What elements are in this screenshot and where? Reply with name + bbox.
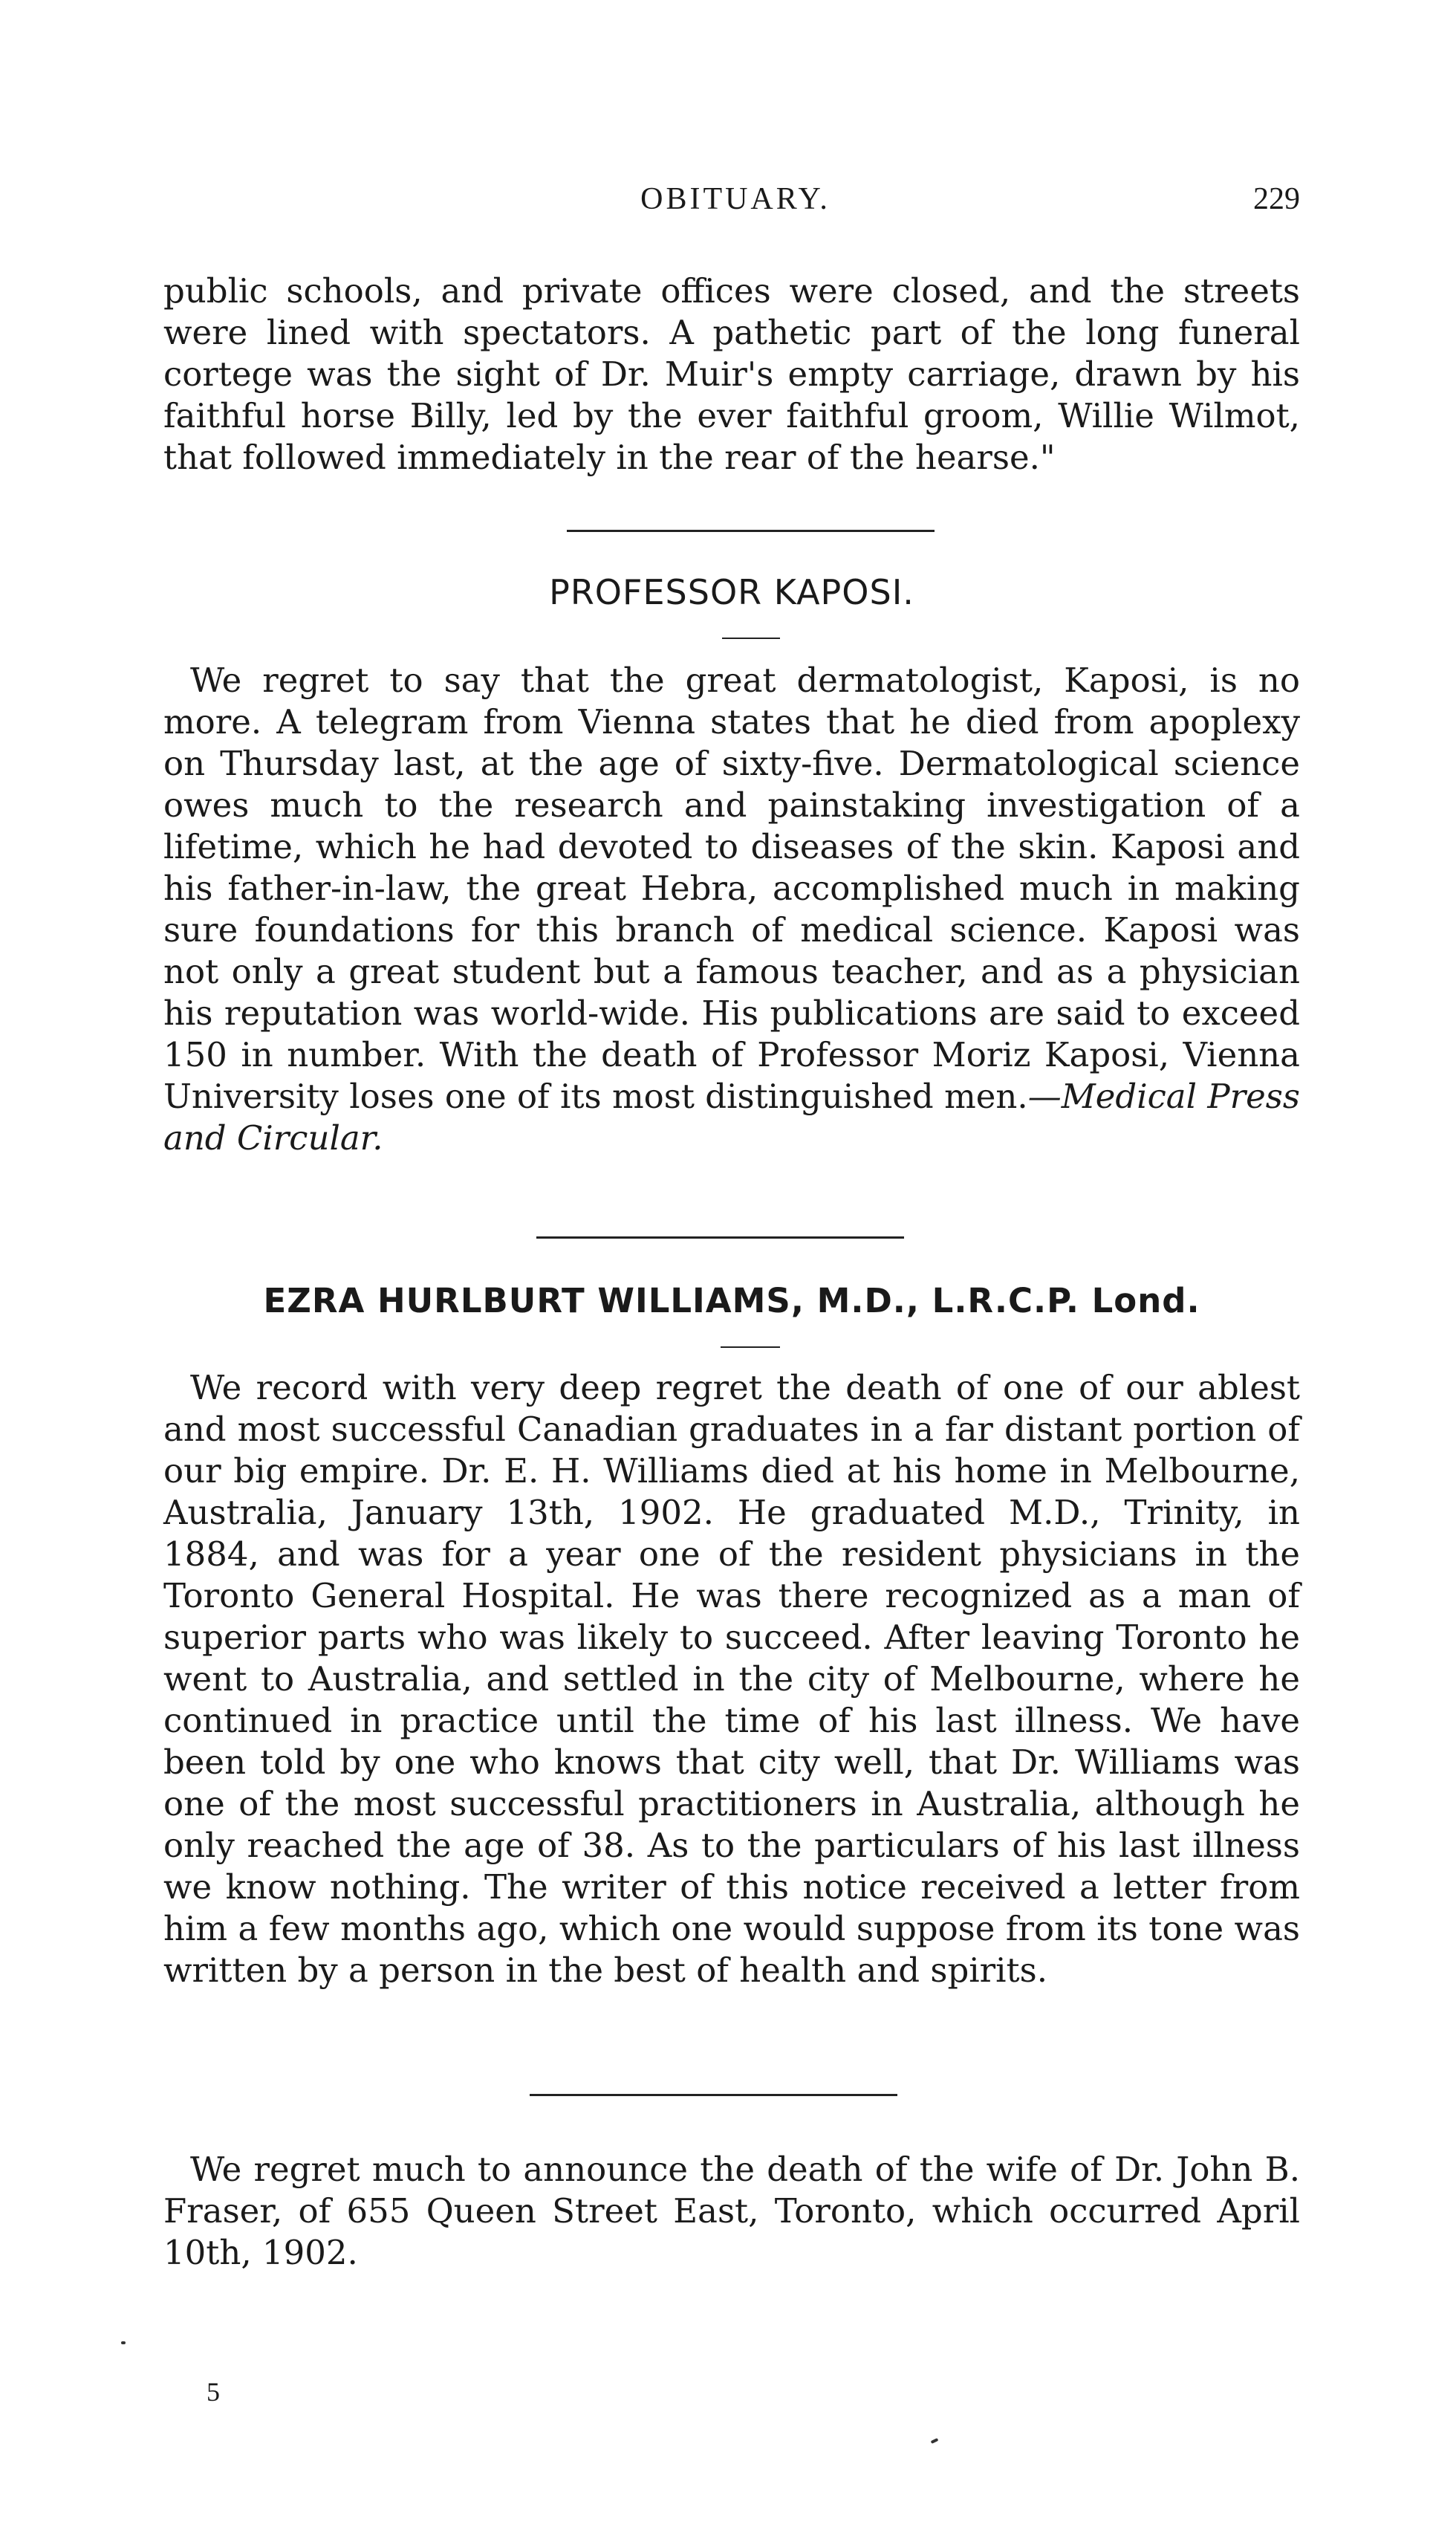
ink-speck (121, 2341, 126, 2344)
running-header (171, 181, 1300, 233)
section-divider (530, 2094, 897, 2096)
kaposi-heading: PROFESSOR KAPOSI. (549, 572, 914, 612)
kaposi-paragraph (163, 660, 1300, 1159)
section-divider (536, 1236, 904, 1239)
ink-speck (931, 2438, 939, 2444)
williams-heading: EZRA HURLBURT WILLIAMS, M.D., L.R.C.P. Lond. (263, 1281, 1200, 1320)
fraser-paragraph (163, 2149, 1300, 2274)
section-divider (567, 530, 935, 532)
kaposi-source: —Medical Press and Circular. (163, 1077, 1300, 1158)
williams-body-text: We record with very deep regret the death of one of our ablest and most successful Canadian graduates in a far distant portion of our big empire. Dr. E. H. Williams died at his home in Melbourne, Australia, January 13th, 1902. He graduated M.D., Trinity, in 1884, and was for a year one of the resident physicians in the Toronto General Hospital. He was there recognized as a man of superior parts who was likely to succeed. After leaving Toronto he went to Australia, and settled in the city of Melbourne, where he continued in practice until the time of his last illness. We have been told by one who knows that city well, that Dr. Williams was one of the most successful practitioners in Australia, although he only reached the age of 38. As to the particulars of his last illness we know nothing. The writer of this notice received a letter from him a few months ago, which one would suppose from its tone was written by a person in the best of health and spirits. (163, 1368, 1300, 1990)
intro-paragraph: public schools, and private offices were closed, and the streets were lined with spectators. A pathetic part of the long funeral cortege was the sight of Dr. Muir's empty carriage, drawn by his faithful horse Billy, led by the ever faithful groom, Willie Wilmot, that followed immediately in the rear of the hearse." (163, 271, 1300, 477)
running-title: OBITUARY. (640, 182, 831, 216)
heading-underline (722, 638, 780, 639)
fraser-body-text: We regret much to announce the death of the wife of Dr. John B. Fraser, of 655 Queen Street East, Toronto, which occurred April 10th, 1902. (163, 2150, 1300, 2272)
williams-paragraph (163, 1367, 1300, 1991)
page-number: 229 (1253, 182, 1300, 216)
heading-underline (721, 1346, 780, 1348)
signature-mark: 5 (207, 2377, 220, 2407)
kaposi-body-text: We regret to say that the great dermatologist, Kaposi, is no more. A telegram from Vienna states that he died from apoplexy on Thursday last, at the age of sixty-five. Dermatological science owes much to the research and painstaking investigation of a lifetime, which he had devoted to diseases of the skin. Kaposi and his father-in-law, the great Hebra, accomplished much in making sure foundations for this branch of medical science. Kaposi was not only a great student but a famous teacher, and as a physician his reputation was world-wide. His publications are said to exceed 150 in number. With the death of Professor Moriz Kaposi, Vienna University loses one of its most distinguished men. (163, 661, 1300, 1116)
